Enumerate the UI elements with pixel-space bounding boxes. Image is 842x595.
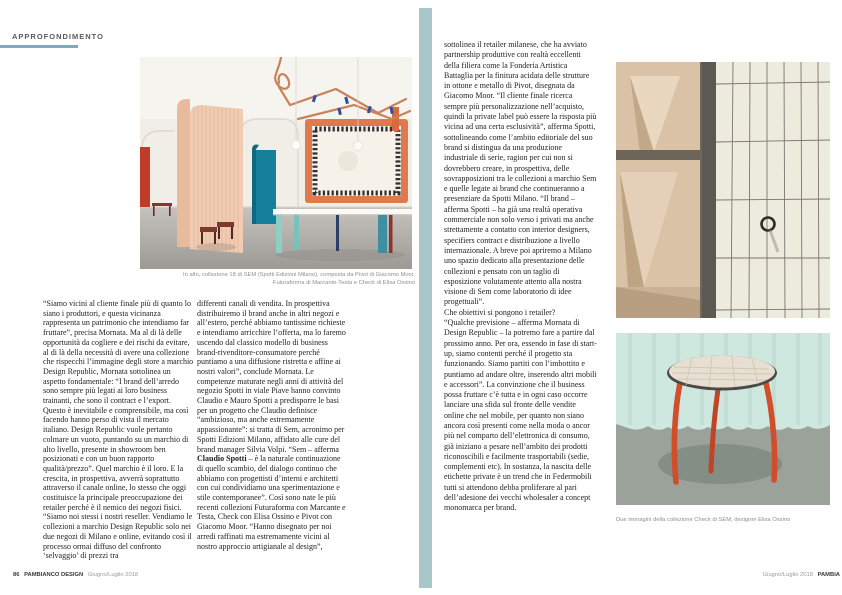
right-paragraph-2: “Qualche previsione – afferma Mornata di Design Republic – la potremo fare a partire dal prossimo anno. Per ora, essendo in fase di start-up, siamo contenti perché il progetto sta funzionando. Siamo partiti con l’imbottito e puntiamo ad andare oltre, inserendo altri mobili e accessori”. La convinzione che il business possa fruttare c’è tutta e in ogni caso occorre lanciare una sfida sul fronte delle vendite online che nel mobile, per quanto non siano ancora così presenti come nella moda o ancor più nel comparto dell’elettronica di consumo, già iniziano a pesare nell’ambito dei prodotti riconoscibili e facilmente trasportabili (sedie, complementi etc). In sostanza, la nascita delle etichette private è un trend che in Federmobili tutti si attendono debba proliferare al pari dell’adesione dei vecchi wholesaler a concept monomarca per brand.	[444, 318, 597, 513]
right-page-column	[444, 40, 597, 514]
check-stool-illustration	[616, 333, 830, 505]
column2-bold-name: Claudio Spotti	[197, 454, 247, 464]
showroom-illustration	[140, 57, 412, 269]
footer-page-number: 86	[13, 572, 20, 578]
body-column-1: “Siamo vicini al cliente finale più di quanto lo siano i produttori, e questa vicinanza rappresenta un patrimonio che intendiamo far fruttare”, precisa Mornata. Ma al di là delle opportunità da cogliere e dei rischi da evitare, al di là della necessità di avere una collezione che rispecchi l’immagine degli store a marchio Design Republic, Mornata sottolinea un aspetto fondamentale: “I brand dell’arredo sono sempre più legati ai loro business trainanti, che sono il contract e l’export. Questo è inevitabile e comprensibile, ma così facendo hanno perso di vista il mercato italiano. Design Republic vuole pertanto colmare un vuoto, puntando su un marchio di alto livello, presente in showroom ben posizionati e con un buon rapporto qualità/prezzo”. Quel marchio è il loro. E la crescita, in prospettiva, avverrà soprattutto attraverso il canale online, lo stesso che oggi costituisce la principale preoccupazione dei retailer perché è il nemico dei negozi fisici. “Siamo noi stessi i nostri reseller. Vendiamo le collezioni a marchio Design Republic solo nei due negozi di Milano e online, evitando così il processo ormai diffuso del confronto ‘selvaggio’ di prezzi tra	[43, 299, 194, 561]
body-column-2	[197, 299, 348, 551]
right-question: Che obiettivi si pongono i retailer?	[444, 307, 556, 317]
footer-right	[760, 572, 840, 578]
hero-caption-line2: Futuraforma di Marcante-Testa e Check di Elisa Ossino	[272, 279, 415, 286]
footer-right-magazine-name: PAMBIA	[817, 572, 840, 578]
footer-right-issue-date: Giugno/Luglio 2018	[762, 572, 813, 578]
page-divider-rule	[419, 8, 432, 588]
kicker-rule	[0, 45, 78, 48]
footer-magazine-name: PAMBIANCO DESIGN	[24, 572, 84, 578]
photo-check-shelf-detail	[616, 62, 830, 318]
right-images-caption: Due immagini della collezione Check di SEM, designer Elisa Ossino	[616, 517, 791, 523]
section-kicker: APPROFONDIMENTO	[12, 32, 104, 41]
footer-issue-date: Giugno/Luglio 2018	[87, 572, 139, 578]
footer-left	[13, 572, 141, 578]
check-shelf-illustration	[616, 62, 830, 318]
photo-check-stool	[616, 333, 830, 505]
right-paragraph-1: sottolinea il retailer milanese, che ha avviato partnership produttive con realtà eccellenti della filiera come la Fonderia Artistica Battaglia per la finitura acidata delle strutture in ottone e metallo di Pivot, disegnata da Giacomo Moor. “Il cliente finale ricerca sempre più personalizzazione nell’acquisto, quindi la private label può essere la risposta più vicina ad una certa esclusività”, afferma Spotti, sottolineando come l’ambito editoriale del suo brand si distingua da una produzione industriale di serie, ragion per cui non si dovrebbero creare, in prospettiva, delle sovrapposizioni tra le collezioni a marchio Sem e quelle legate ai brand che continueranno a presenziare da Spotti Milano. “Il brand – afferma Spotti – ha già una realtà operativa commerciale non solo verso i privati ma anche strettamente a contatto con interior designers, specifiers contract e distribuzione a livello internazionale. A breve poi apriremo a Milano uno spazio dedicato alla presentazione delle collezioni e pensato con un taglio di esposizione volutamente attento alla nostra visione di Sem come laboratorio di idee progettuali”.	[444, 40, 597, 307]
hero-photo-showroom	[140, 57, 412, 269]
hero-caption	[60, 272, 415, 287]
column2-text-pre: differenti canali di vendita. In prospettiva distribuiremo il brand anche in altri negozi e all’estero, perché abbiamo tantissime richieste e intendiamo arricchire l’offerta, ma lo faremo uscendo dal classico modello di business brand-rivenditore-consumatore perché puntiamo a una diffusione ristretta e affine ai nostri valori”, conclude Mornata. Le competenze maturate negli anni di attività del negozio Spotti in viale Piave hanno convinto Claudio e Mauro Spotti a predisporre le basi per un progetto che Claudio definisce “ambizioso, ma anche estremamente appassionante”: si tratta di Sem, acronimo per Spotti Edizioni Milano, affidato alle cure del brand manager Silvia Volpi. “Sem – afferma	[197, 299, 346, 454]
hero-caption-line1: In alto, collezione 18 di SEM (Spotti Edizioni Milano), composta da Pivot di Giacomo Moor,	[183, 272, 415, 278]
column2-text-post: – è la naturale continuazione di quello scambio, del dialogo continuo che abbiamo con progettisti d’interni e architetti con cui condividiamo una sperimentazione e stile contemporanee”. Così sono nate le più recenti collezioni Futuraforma con Marcante e Testa, Check con Elisa Ossino e Pivot con Giacomo Moor. “Hanno disegnato per noi arredi raffinati ma estremamente vicini al nostro approccio artigianale al design”,	[197, 454, 346, 551]
